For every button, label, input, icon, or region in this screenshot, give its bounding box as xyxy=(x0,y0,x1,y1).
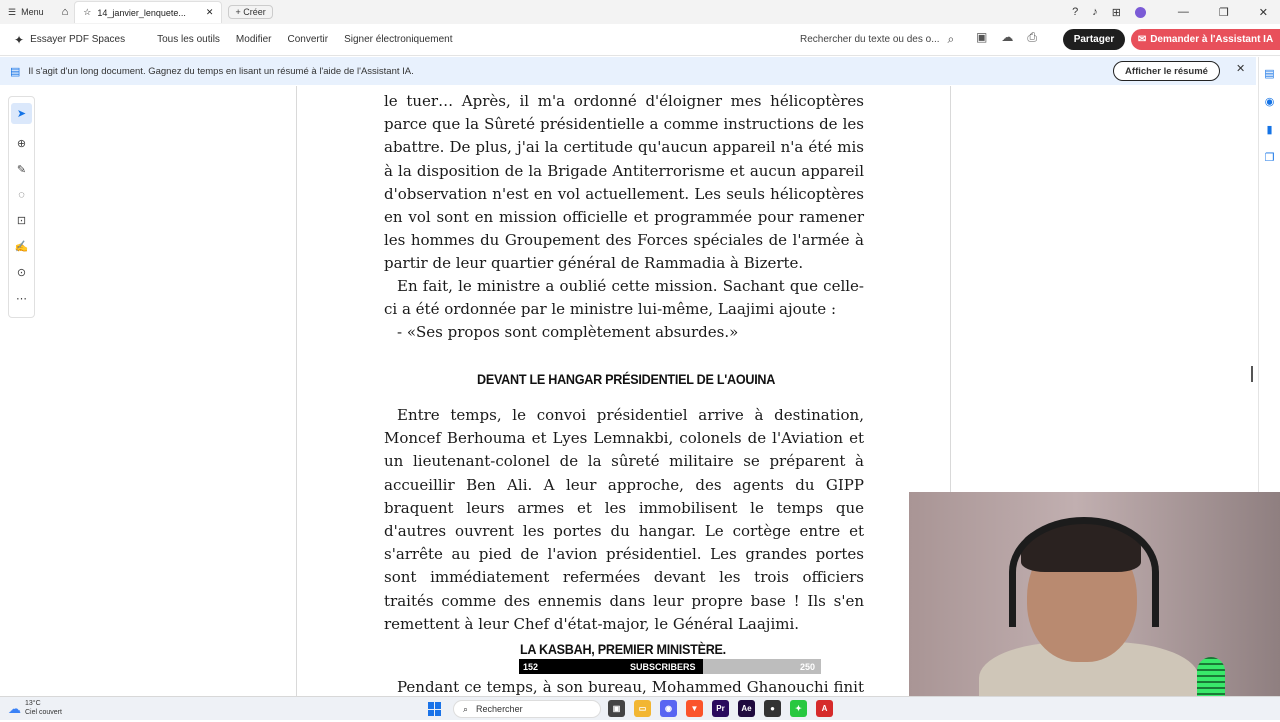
menu-label: Menu xyxy=(21,7,44,17)
paragraph-4 xyxy=(384,404,864,636)
document-tab[interactable] xyxy=(74,1,222,23)
select-cursor-icon[interactable]: ➤ xyxy=(11,103,32,124)
after-effects-icon[interactable]: Ae xyxy=(738,700,755,717)
file-explorer-icon[interactable]: ▭ xyxy=(634,700,651,717)
share-button[interactable]: Partager xyxy=(1063,29,1125,50)
ai-assistant-button[interactable] xyxy=(1131,29,1280,50)
ai-assistant-label: Demander à l'Assistant IA xyxy=(1150,34,1274,45)
cloud-icon: ☁ xyxy=(8,700,21,716)
weather-widget[interactable] xyxy=(8,699,62,717)
e-sign-menu[interactable]: Signer électroniquement xyxy=(344,34,453,45)
plus-icon: + xyxy=(235,7,244,17)
close-banner-icon[interactable]: ✕ xyxy=(1236,63,1246,75)
vertical-scrollbar[interactable] xyxy=(1251,366,1253,382)
paragraph-1 xyxy=(384,90,864,276)
taskbar-search[interactable] xyxy=(453,700,601,718)
stamp-icon[interactable]: ⊙ xyxy=(16,267,27,279)
tab-title: 14_janvier_lenquete... xyxy=(97,7,186,18)
hamburger-icon: ☰ xyxy=(8,6,17,17)
taskbar-search-label: Rechercher xyxy=(476,704,523,714)
star-icon[interactable]: ☆ xyxy=(83,7,92,17)
help-icon[interactable]: ? xyxy=(1072,6,1079,18)
right-panel-rail xyxy=(1258,57,1280,497)
taskbar-apps xyxy=(608,700,833,717)
summary-icon: ▤ xyxy=(10,65,21,78)
more-tools-icon[interactable]: ⋯ xyxy=(16,293,27,305)
paragraph-3 xyxy=(384,321,864,344)
window-controls xyxy=(1072,0,1280,24)
close-window-icon[interactable]: ✕ xyxy=(1258,6,1268,19)
paragraph-1-text: le tuer… Après, il m'a ordonné d'éloigner mes hélicoptères parce que la Sûreté présidentielle a comme instructions de les abattre. De plus, j'ai la certitude qu'aucun appareil n'a été mis à la disposition de la Brigade Antiterrorisme et aucun appareil d'observation n'est en vol actuellement. Les seuls hélicoptères en vol sont en mission officielle et programmée pour ramener les hommes du Groupement des Forces spéciales de l'armée à partir de leur quartier général de Rammadia à Bizerte. xyxy=(384,92,864,273)
paragraph-2 xyxy=(384,275,864,321)
left-tool-rail xyxy=(8,96,35,318)
brave-icon[interactable]: ▼ xyxy=(686,700,703,717)
minimize-icon[interactable]: — xyxy=(1177,6,1189,18)
windows-start-icon[interactable] xyxy=(428,702,442,716)
bell-icon[interactable]: ♪ xyxy=(1092,6,1098,18)
premiere-icon[interactable]: Pr xyxy=(712,700,729,717)
home-icon[interactable]: ⌂ xyxy=(61,6,69,18)
restore-icon[interactable]: ❐ xyxy=(1218,6,1229,19)
document-search[interactable] xyxy=(800,32,954,47)
new-tab-button[interactable] xyxy=(228,5,272,19)
ai-summary-banner xyxy=(0,57,1256,85)
convert-menu[interactable]: Convertir xyxy=(287,34,329,45)
print-icon[interactable]: ⎙ xyxy=(1027,30,1037,44)
ai-panel-icon[interactable]: ▤ xyxy=(1264,68,1275,80)
paragraph-3-text: - «Ses propos sont complètement absurdes.» xyxy=(397,323,739,341)
window-title-bar xyxy=(0,0,1280,24)
subscribers-label: SUBSCRIBERS xyxy=(630,661,696,672)
new-tab-label: Créer xyxy=(243,7,266,17)
discord-icon[interactable]: ◉ xyxy=(660,700,677,717)
banner-message: Il s'agit d'un long document. Gagnez du temps en lisant un résumé à l'aide de l'Assistant IA. xyxy=(28,65,414,77)
paragraph-2-text: En fait, le ministre a oublié cette mission. Sachant que celle-ci a été ordonnée par le ministre lui-même, Laajimi ajoute : xyxy=(384,277,864,319)
subscribers-progress-overlay xyxy=(519,659,821,674)
save-icon[interactable]: ▣ xyxy=(976,30,988,44)
task-view-icon[interactable]: ▣ xyxy=(608,700,625,717)
show-summary-button[interactable]: Afficher le résumé xyxy=(1113,61,1220,81)
bookmarks-icon[interactable]: ▮ xyxy=(1266,124,1273,136)
webcam-overlay xyxy=(909,492,1280,720)
windows-taskbar xyxy=(0,696,1280,720)
acrobat-icon[interactable]: A xyxy=(816,700,833,717)
avatar[interactable] xyxy=(1135,7,1146,18)
menu-button[interactable] xyxy=(0,7,52,18)
obs-icon[interactable]: ● xyxy=(764,700,781,717)
app-icon[interactable]: ✦ xyxy=(790,700,807,717)
edit-menu[interactable]: Modifier xyxy=(235,34,272,45)
all-tools-menu[interactable]: Tous les outils xyxy=(157,34,220,45)
pdf-spaces-button[interactable] xyxy=(14,33,125,47)
subscribers-goal: 250 xyxy=(799,661,815,672)
apps-grid-icon[interactable]: ⊞ xyxy=(1111,6,1121,19)
pen-icon[interactable]: ✎ xyxy=(16,164,27,176)
sparkle-icon: ✦ xyxy=(14,32,25,47)
close-tab-icon[interactable]: ✕ xyxy=(205,7,214,17)
ai-assistant-icon: ✉ xyxy=(1137,34,1147,45)
paragraph-4-text: Entre temps, le convoi présidentiel arrive à destination, Moncef Berhouma et Lyes Lemnakbi, colonels de l'Aviation et un lieutenant-colonel de la sûreté militaire se préparent à accueillir Ben Ali. A leur approche, des agents du GIPP braquent leurs armes et les immobilisent le temps que d'autres ouvrent les portes du hangar. Le cortège entre et s'arrête au pied de l'avion présidentiel. Les grandes portes sont immédiatement refermées devant les trois officiers traités comme des ennemis dans leur propre base ! Ils s'en remettent à leur Chef d'état-major, le Général Laajimi. xyxy=(384,406,864,633)
search-icon[interactable]: ⌕ xyxy=(947,32,955,46)
search-input-text[interactable]: Rechercher du texte ou des o... xyxy=(800,34,940,45)
text-select-icon[interactable]: ⊡ xyxy=(16,215,27,227)
pdf-spaces-label: Essayer PDF Spaces xyxy=(30,34,126,45)
taskbar-search-icon: ⌕ xyxy=(463,703,469,714)
weather-condition: Ciel couvert xyxy=(25,709,62,716)
paragraph-5-text: Pendant ce temps, à son bureau, Mohammed Ghanouchi finit xyxy=(397,678,864,696)
headset-icon xyxy=(1009,517,1159,627)
sign-icon[interactable]: ✍ xyxy=(14,241,29,253)
comment-icon[interactable]: ⊕ xyxy=(16,138,27,150)
upload-cloud-icon[interactable]: ☁ xyxy=(1001,30,1014,44)
toolbar-icons xyxy=(976,30,1037,45)
lasso-icon[interactable]: ◌ xyxy=(18,189,25,201)
section-heading-kasbah: LA KASBAH, PREMIER MINISTÈRE. xyxy=(520,641,726,657)
weather-temperature: 13°C xyxy=(25,700,41,707)
subscribers-current: 152 xyxy=(523,661,539,672)
pages-icon[interactable]: ❐ xyxy=(1264,152,1275,164)
section-heading-hangar: DEVANT LE HANGAR PRÉSIDENTIEL DE L'AOUINA xyxy=(477,371,776,387)
comments-panel-icon[interactable]: ◉ xyxy=(1264,96,1275,108)
